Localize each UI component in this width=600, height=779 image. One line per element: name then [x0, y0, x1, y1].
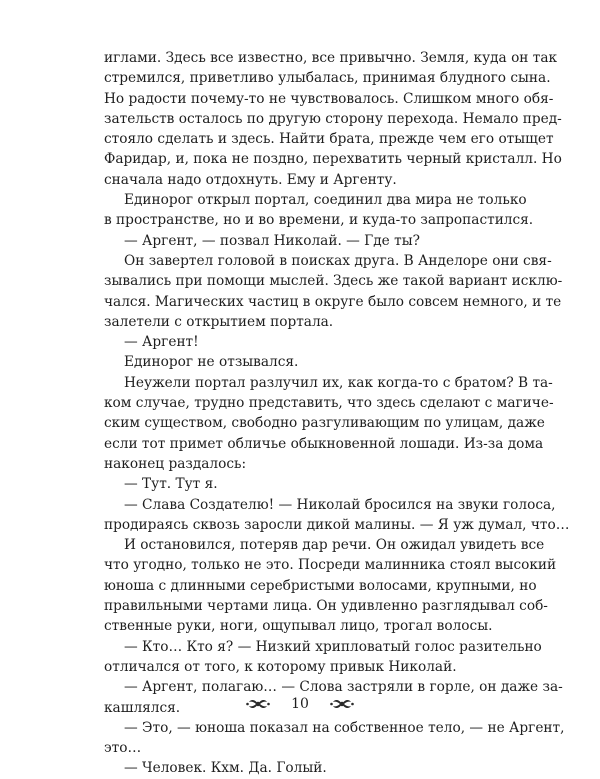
text-line: это… — [104, 740, 142, 757]
page-footer — [0, 692, 600, 716]
page-number: 10 — [291, 696, 309, 712]
text-line: — Аргент, полагаю… — Слова застряли в горле, он даже за- — [124, 679, 563, 696]
text-line: в пространстве, но и во времени, и куда-то запропастился. — [104, 212, 534, 229]
text-line: — Аргент! — [124, 334, 199, 351]
text-line: ком случае, трудно представить, что здесь сделают с магиче- — [104, 395, 554, 412]
text-line: И остановился, потеряв дар речи. Он ожидал увидеть все — [124, 537, 545, 554]
text-line: — Слава Создателю! — Николай бросился на звуки голоса, — [124, 496, 556, 513]
text-line: зывались при помощи мыслей. Здесь же такой вариант исклю- — [104, 273, 563, 290]
text-line: Но радости почему-то не чувствовалось. Слишком много обя- — [104, 90, 554, 107]
text-line: Единорог не отзывался. — [124, 354, 299, 371]
text-line: — Человек. Кхм. Да. Голый. — [124, 760, 327, 777]
text-line: отличался от того, к которому привык Николай. — [104, 658, 457, 675]
text-line: — Тут. Тут я. — [124, 476, 218, 493]
text-line: юноша с длинными серебристыми волосами, крупными, но — [104, 577, 537, 594]
text-line: правильными чертами лица. Он удивленно разглядывал соб- — [104, 598, 548, 615]
text-line: что угодно, только не это. Посреди малинника стоял высокий — [104, 557, 557, 574]
text-line: — Кто… Кто я? — Низкий хрипловатый голос разительно — [124, 638, 542, 655]
text-line: сначала надо отдохнуть. Ему и Аргенту. — [104, 171, 397, 188]
text-line: стремился, приветливо улыбалась, принимая блудного сына. — [104, 70, 551, 87]
text-line: Неужели портал разлучил их, как когда-то с братом? В та- — [124, 374, 553, 391]
text-line: Фаридар, и, пока не поздно, перехватить черный кристалл. Но — [104, 151, 562, 168]
text-line: залетели с открытием портала. — [104, 313, 334, 330]
text-line: — Это, — юноша показал на собственное тело, — не Аргент, — [124, 719, 565, 736]
text-line: зательств осталось по другую сторону перехода. Немало пред- — [104, 110, 562, 127]
text-line: если тот примет обличье обыкновенной лошади. Из-за дома — [104, 435, 544, 452]
text-line: чался. Магических частиц в округе было совсем немного, и те — [104, 293, 562, 310]
floral-ornament-icon — [329, 697, 355, 711]
text-line: ским существом, свободно разгуливающим по улицам, даже — [104, 415, 545, 432]
text-line: кашлялся. — [104, 699, 181, 716]
floral-ornament-icon — [245, 697, 271, 711]
text-line: продираясь сквозь заросли дикой малины. — Я уж думал, что… — [104, 516, 570, 533]
text-line: иглами. Здесь все известно, все привычно. Земля, куда он так — [104, 50, 558, 66]
text-line: стояло сделать и здесь. Найти брата, прежде чем его отыщет — [104, 131, 554, 148]
text-line: Единорог открыл портал, соединил два мира не только — [124, 192, 527, 209]
text-line: наконец раздалось: — [104, 455, 247, 472]
text-line: Он завертел головой в поисках друга. В Анделоре они свя- — [124, 252, 552, 269]
text-line: ственные руки, ноги, ощупывал лицо, трогал волосы. — [104, 618, 493, 635]
body-text — [104, 48, 570, 779]
text-line: — Аргент, — позвал Николай. — Где ты? — [124, 232, 420, 249]
